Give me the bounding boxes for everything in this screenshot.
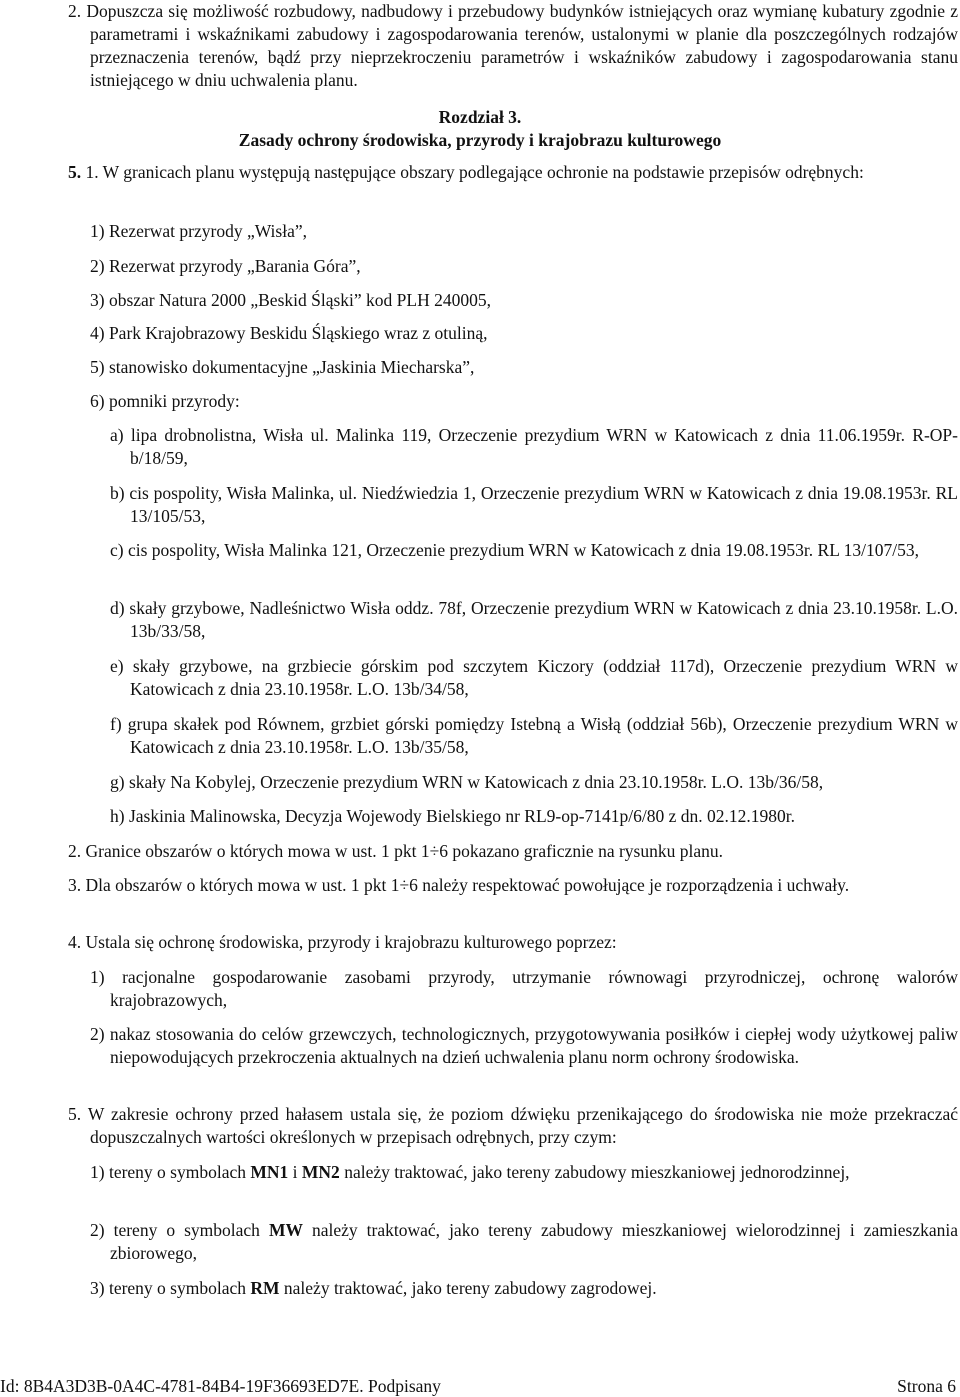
- paragraph-5-2: 2. Granice obszarów o których mowa w ust. 1 pkt 1÷6 pokazano graficznie na rysunku planu.: [68, 841, 723, 861]
- paragraph-2-expansion: 2. Dopuszcza się możliwość rozbudowy, nadbudowy i przebudowy budynków istniejących oraz wymianę kubatury zgodnie z parametrami i wskaźnikami zabudowy i zagospodarowania terenów, ustalonymi w planie dla poszczególnych rodzajów przeznaczenia terenów, bądź przy nieprzekroczeniu parametrów i wskaźników zabudowy i zagospodarowania stanu istniejącego w dniu uchwalenia planu.: [68, 1, 958, 90]
- protected-area-2: 2) Rezerwat przyrody „Barania Góra”,: [90, 256, 361, 276]
- protected-area-3: 3) obszar Natura 2000 „Beskid Śląski” kod PLH 240005,: [90, 290, 491, 310]
- paragraph-5-5: 5. W zakresie ochrony przed hałasem ustala się, że poziom dźwięku przenikającego do środowiska nie może przekraczać dopuszczalnych wartości określonych w przepisach odrębnych, przy czym:: [68, 1104, 958, 1147]
- section-5-intro-text: 1. W granicach planu występują następujące obszary podlegające ochronie na podstawie przepisów odrębnych:: [85, 162, 864, 182]
- noise-zone-3: [90, 1277, 958, 1300]
- footer-page-number: Strona 6: [897, 1376, 956, 1396]
- monument-c: c) cis pospolity, Wisła Malinka 121, Orzeczenie prezydium WRN w Katowicach z dnia 19.08.1953r. RL 13/107/53,: [110, 540, 919, 560]
- paragraph-5-3: 3. Dla obszarów o których mowa w ust. 1 pkt 1÷6 należy respektować powołujące je rozporządzenia i uchwały.: [68, 875, 850, 895]
- noise-zone-1-post: należy traktować, jako tereny zabudowy mieszkaniowej jednorodzinnej,: [339, 1162, 850, 1182]
- footer-document-id: Id: 8B4A3D3B-0A4C-4781-84B4-19F36693ED7E. Podpisany: [0, 1376, 441, 1396]
- section-number: 5.: [68, 162, 82, 182]
- monument-g: g) skały Na Kobylej, Orzeczenie prezydium WRN w Katowicach z dnia 23.10.1958r. L.O. 13b/36/58,: [110, 772, 824, 792]
- noise-zone-2-post: należy traktować, jako tereny zabudowy mieszkaniowej wielorodzinnej i zamieszkania zbiorowego,: [110, 1220, 958, 1263]
- protection-measure-2: 2) nakaz stosowania do celów grzewczych, technologicznych, przygotowywania posiłków i ciepłej wody użytkowej paliw niepowodujących przekroczenia aktualnych na dzień uchwalenia planu norm ochrony środowiska.: [90, 1024, 958, 1067]
- protected-area-1: 1) Rezerwat przyrody „Wisła”,: [90, 221, 307, 241]
- noise-zone-3-pre: 3) tereny o symbolach: [90, 1278, 251, 1298]
- symbol-rm: RM: [250, 1278, 280, 1298]
- chapter-title: Zasady ochrony środowiska, przyrody i krajobrazu kulturowego: [238, 130, 722, 150]
- chapter-label: Rozdział 3.: [438, 107, 522, 127]
- monument-d: d) skały grzybowe, Nadleśnictwo Wisła oddz. 78f, Orzeczenie prezydium WRN w Katowicach z dnia 23.10.1958r. L.O. 13b/33/58,: [110, 598, 958, 641]
- noise-zone-3-post: należy traktować, jako tereny zabudowy zagrodowej.: [279, 1278, 657, 1298]
- noise-zone-1-mid: i: [288, 1162, 302, 1182]
- section-5-intro: [48, 161, 958, 184]
- protection-measure-1: 1) racjonalne gospodarowanie zasobami przyrody, utrzymanie równowagi przyrodniczej, ochronę walorów krajobrazowych,: [90, 967, 958, 1010]
- monument-h: h) Jaskinia Malinowska, Decyzja Wojewody Bielskiego nr RL9-op-7141p/6/80 z dn. 02.12.1980r.: [110, 806, 796, 826]
- symbol-mw: MW: [268, 1220, 303, 1240]
- symbol-mn1: MN1: [250, 1162, 289, 1182]
- protected-area-4: 4) Park Krajobrazowy Beskidu Śląskiego wraz z otuliną,: [90, 323, 488, 343]
- noise-zone-2: [90, 1219, 958, 1265]
- monument-a: a) lipa drobnolistna, Wisła ul. Malinka 119, Orzeczenie prezydium WRN w Katowicach z dnia 11.06.1959r. R-OP-b/18/59,: [110, 425, 958, 468]
- monument-f: f) grupa skałek pod Równem, grzbiet górski pomiędzy Istebną a Wisłą (oddział 56b), Orzeczenie prezydium WRN w Katowicach z dnia 23.10.1958r. L.O. 13b/35/58,: [110, 714, 958, 757]
- noise-zone-1: [90, 1161, 958, 1184]
- noise-zone-2-pre: 2) tereny o symbolach: [90, 1220, 269, 1240]
- noise-zone-1-pre: 1) tereny o symbolach: [90, 1162, 251, 1182]
- protected-area-6: 6) pomniki przyrody:: [90, 391, 240, 411]
- protected-area-5: 5) stanowisko dokumentacyjne „Jaskinia Miecharska”,: [90, 357, 475, 377]
- monument-b: b) cis pospolity, Wisła Malinka, ul. Niedźwiedzia 1, Orzeczenie prezydium WRN w Katowicach z dnia 19.08.1953r. RL 13/105/53,: [110, 483, 958, 526]
- paragraph-5-4: 4. Ustala się ochronę środowiska, przyrody i krajobrazu kulturowego poprzez:: [68, 932, 617, 952]
- symbol-mn2: MN2: [301, 1162, 340, 1182]
- monument-e: e) skały grzybowe, na grzbiecie górskim pod szczytem Kiczory (oddział 117d), Orzeczenie prezydium WRN w Katowicach z dnia 23.10.1958r. L.O. 13b/34/58,: [110, 656, 958, 699]
